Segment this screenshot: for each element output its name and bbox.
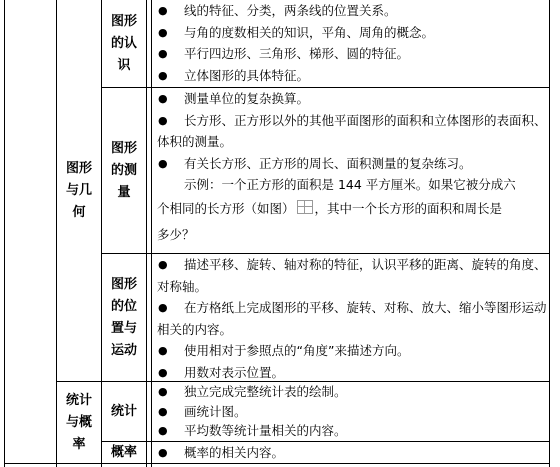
list-item: ● 独立完成完整统计表的绘制。: [157, 382, 552, 402]
list-item: ● 描述平移、旋转、轴对称的特征，认识平移的距离、旋转的角度、对称轴。: [157, 254, 552, 297]
bullet-icon: ●: [158, 4, 168, 17]
example-text: 多少？: [157, 226, 195, 242]
list-item: ● 立体图形的具体特征。: [157, 65, 552, 87]
list-item: ● 用数对表示位置。: [157, 362, 552, 384]
table-divider: [146, 0, 147, 467]
list-item: ● 有关长方形、正方形的周长、面积测量的复杂练习。: [157, 153, 552, 175]
bullet-icon: ●: [158, 424, 168, 437]
section-label-probability: 概率: [110, 444, 137, 460]
table-border-left: [4, 0, 5, 467]
bullet-icon: ●: [158, 68, 168, 82]
area-label-geometry: 图形与几何: [65, 160, 92, 220]
section-label-statistics: 统计: [110, 403, 137, 419]
row-divider: [4, 463, 550, 464]
bullet-icon: ●: [158, 113, 168, 127]
bullet-icon: ●: [158, 344, 168, 357]
list-item: ● 在方格纸上完成图形的平移、旋转、对称、放大、缩小等图形运动相关的内容。: [157, 297, 552, 340]
list-item: ● 画统计图。: [157, 402, 552, 422]
list-item: ● 线的特征、分类，两条线的位置关系。: [157, 0, 552, 22]
section-content-shape-recognition: [157, 0, 552, 86]
bullet-icon: ●: [158, 301, 168, 314]
bullet-icon: ●: [158, 25, 168, 39]
list-item: ● 长方形、正方形以外的其他平面图形的面积和立体图形的表面积、体积的测量。: [157, 110, 552, 153]
bullet-icon: ●: [158, 258, 168, 271]
list-item: ● 平行四边形、三角形、梯形、圆的特征。: [157, 43, 552, 65]
section-label-shape-measurement: 图形的测量: [110, 141, 137, 200]
bullet-icon: ●: [158, 365, 168, 379]
example-text: 个相同的长方形（如图） ，其中一个长方形的面积和周长是: [157, 200, 503, 216]
table-divider: [151, 0, 152, 467]
list-item: ● 测量单位的复杂换算。: [157, 88, 552, 110]
bullet-icon: ●: [158, 446, 168, 459]
bullet-icon: ●: [158, 404, 168, 418]
bullet-icon: ●: [158, 385, 168, 398]
section-content-probability: [157, 442, 552, 463]
section-label-shape-recognition: 图形的认识: [110, 13, 137, 73]
bullet-icon: ●: [158, 47, 168, 60]
section-content-statistics: [157, 382, 552, 441]
list-item: ● 平均数等统计量相关的内容。: [157, 421, 552, 441]
section-label-position-motion: 图形的位置与运动: [110, 276, 137, 358]
bullet-icon: ●: [158, 92, 168, 105]
list-item: ● 使用相对于参照点的“角度”来描述方向。: [157, 340, 552, 362]
area-label-statistics: 统计与概率: [65, 392, 92, 452]
example-text: 示例：一个正方形的面积是 144 平方厘米。如果它被分成六: [184, 177, 516, 192]
section-content-shape-measurement: [157, 88, 552, 248]
list-item: ● 概率的相关内容。: [157, 442, 552, 463]
bullet-icon: ●: [158, 156, 168, 170]
section-content-position-motion: [157, 254, 552, 383]
grid-figure-icon: [297, 200, 313, 214]
list-item: ● 与角的度数相关的知识，平角、周角的概念。: [157, 22, 552, 44]
